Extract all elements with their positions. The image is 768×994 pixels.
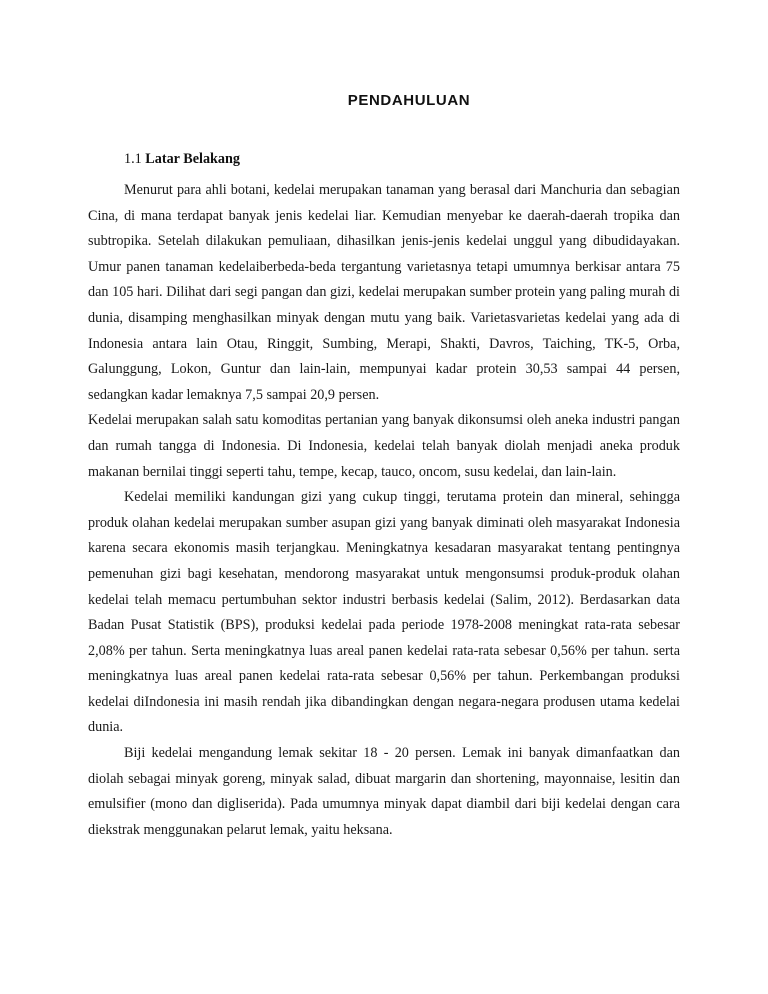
body-text [88, 178, 680, 843]
paragraph-2: Kedelai merupakan salah satu komoditas pertanian yang banyak dikonsumsi oleh aneka industri pangan dan rumah tangga di Indonesia. Di Indonesia, kedelai telah banyak diolah menjadi aneka produk makanan bernilai tinggi seperti tahu, tempe, kecap, tauco, oncom, susu kedelai, dan lain-lain. [88, 412, 680, 480]
page-title: PENDAHULUAN [347, 92, 471, 109]
section-number: 1.1 [124, 151, 142, 167]
paragraph-3: Kedelai memiliki kandungan gizi yang cukup tinggi, terutama protein dan mineral, sehingga produk olahan kedelai merupakan sumber asupan gizi yang banyak diminati oleh masyarakat Indonesia karena secara ekonomis masih terjangkau. Meningkatnya kesadaran masyarakat tentang pentingnya pemenuhan gizi bagi kesehatan, mendorong masyarakat untuk mengonsumsi produk-produk olahan kedelai telah memacu pertumbuhan sektor industri berbasis kedelai (Salim, 2012). Berdasarkan data Badan Pusat Statistik (BPS), produksi kedelai pada periode 1978-2008 meningkat rata-rata sebesar 2,08% per tahun. Serta meningkatnya luas areal panen kedelai rata-rata sebesar 0,56% per tahun. serta meningkatnya luas areal panen kedelai rata-rata sebesar 0,56% per tahun. Perkembangan produksi kedelai diIndonesia ini masih rendah jika dibandingkan dengan negara-negara produsen utama kedelai dunia. [88, 489, 680, 736]
section-heading [124, 151, 240, 168]
paragraph-4: Biji kedelai mengandung lemak sekitar 18 - 20 persen. Lemak ini banyak dimanfaatkan dan diolah sebagai minyak goreng, minyak salad, dibuat margarin dan shortening, mayonnaise, lesitin dan emulsifier (mono dan digliserida). Pada umumnya minyak dapat diambil dari biji kedelai dengan cara diekstrak menggunakan pelarut lemak, yaitu heksana. [88, 745, 680, 838]
paragraph-1: Menurut para ahli botani, kedelai merupakan tanaman yang berasal dari Manchuria dan sebagian Cina, di mana terdapat banyak jenis kedelai liar. Kemudian menyebar ke daerah-daerah tropika dan subtropika. Setelah dilakukan pemuliaan, dihasilkan jenis-jenis kedelai unggul yang dibudidayakan. Umur panen tanaman kedelaiberbeda-beda tergantung varietasnya tetapi umumnya berkisar antara 75 dan 105 hari. Dilihat dari segi pangan dan gizi, kedelai merupakan sumber protein yang paling murah di dunia, disamping menghasilkan minyak dengan mutu yang baik. Varietasvarietas kedelai yang ada di Indonesia antara lain Otau, Ringgit, Sumbing, Merapi, Shakti, Davros, Taiching, TK-5, Orba, Galunggung, Lokon, Guntur dan lain-lain, mempunyai kadar protein 30,53 sampai 44 persen, sedangkan kadar lemaknya 7,5 sampai 20,9 persen. [88, 182, 680, 403]
section-name: Latar Belakang [145, 151, 241, 167]
